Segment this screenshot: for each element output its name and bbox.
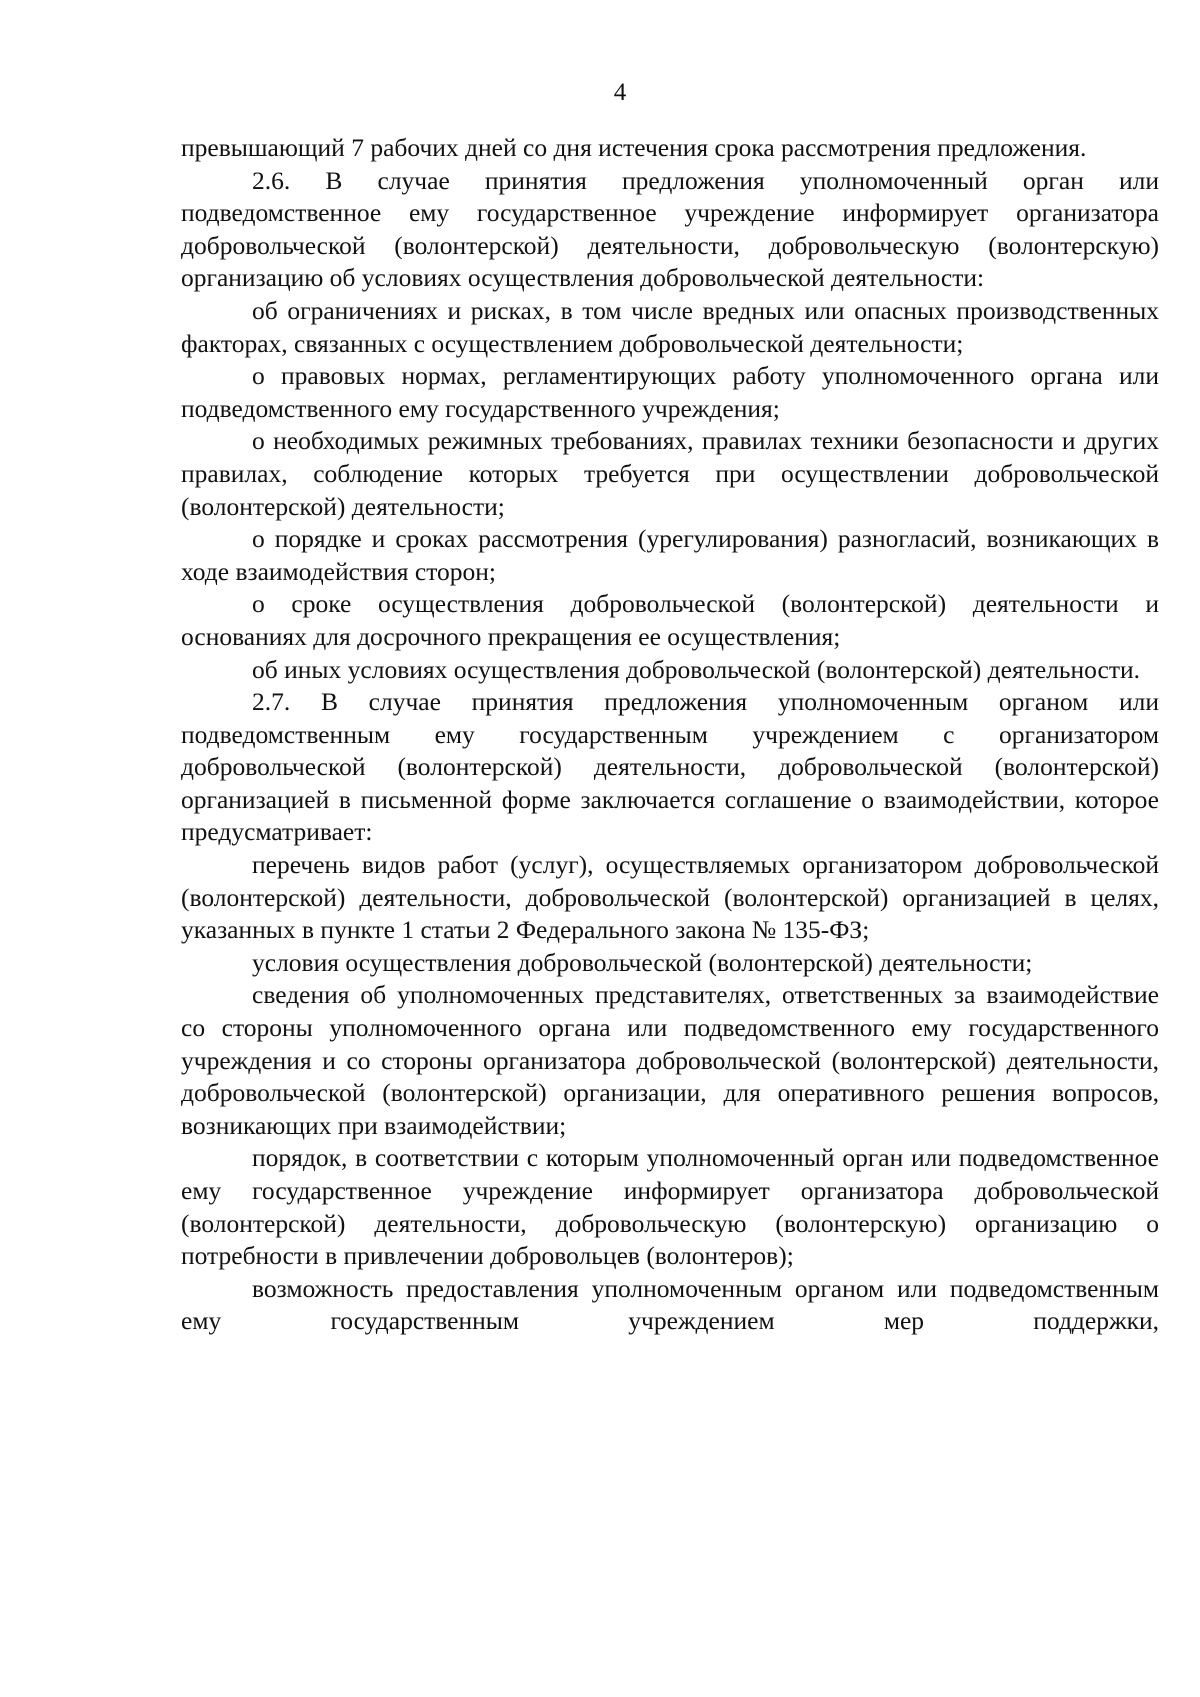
document-body bbox=[181, 132, 1159, 1338]
paragraph: 2.7. В случае принятия предложения уполномоченным органом или подведомственным ему государственным учреждением с организатором добровольческой (волонтерской) деятельности, добровольческой (волонтерской) организацией в письменной форме заключается соглашение о взаимодействии, которое предусматривает: bbox=[181, 687, 1159, 847]
paragraph: об иных условиях осуществления добровольческой (волонтерской) деятельности. bbox=[252, 654, 1141, 684]
paragraph: сведения об уполномоченных представителях, ответственных за взаимодействие со стороны уполномоченного органа или подведомственного ему государственного учреждения и со стороны организатора добровольческой (волонтерской) деятельности, добровольческой (волонтерской) организации, для оперативного решения вопросов, возникающих при взаимодействии; bbox=[181, 980, 1159, 1140]
paragraph: о необходимых режимных требованиях, правилах техники безопасности и других правилах, соблюдение которых требуется при осуществлении добровольческой (волонтерской) деятельности; bbox=[181, 426, 1159, 521]
paragraph: условия осуществления добровольческой (волонтерской) деятельности; bbox=[252, 947, 1033, 977]
paragraph: о правовых нормах, регламентирующих работу уполномоченного органа или подведомственного ему государственного учреждения; bbox=[181, 361, 1159, 423]
paragraph: превышающий 7 рабочих дней со дня истечения срока рассмотрения предложения. bbox=[181, 133, 1087, 162]
paragraph: о порядке и сроках рассмотрения (урегулирования) разногласий, возникающих в ходе взаимодействия сторон; bbox=[181, 524, 1159, 586]
paragraph: перечень видов работ (услуг), осуществляемых организатором добровольческой (волонтерской) деятельности, добровольческой (волонтерской) организацией в целях, указанных в пункте 1 статьи 2 Федерального закона № 135-ФЗ; bbox=[181, 850, 1159, 945]
page-number: 4 bbox=[613, 79, 627, 106]
paragraph: 2.6. В случае принятия предложения уполномоченный орган или подведомственное ему государственное учреждение информирует организатора добровольческой (волонтерской) деятельности, добровольческую (волонтерскую) организацию об условиях осуществления добровольческой деятельности: bbox=[181, 165, 1159, 293]
paragraph: порядок, в соответствии с которым уполномоченный орган или подведомственное ему государственное учреждение информирует организатора добровольческой (волонтерской) деятельности, добровольческую (волонтерскую) организацию о потребности в привлечении добровольцев (волонтеров); bbox=[181, 1143, 1159, 1271]
paragraph: возможность предоставления уполномоченным органом или подведомственным ему государственным учреждением мер поддержки, bbox=[181, 1273, 1159, 1336]
paragraph: об ограничениях и рисках, в том числе вредных или опасных производственных факторах, связанных с осуществлением добровольческой деятельности; bbox=[181, 295, 1159, 358]
paragraph: о сроке осуществления добровольческой (волонтерской) деятельности и основаниях для досрочного прекращения ее осуществления; bbox=[181, 589, 1159, 651]
